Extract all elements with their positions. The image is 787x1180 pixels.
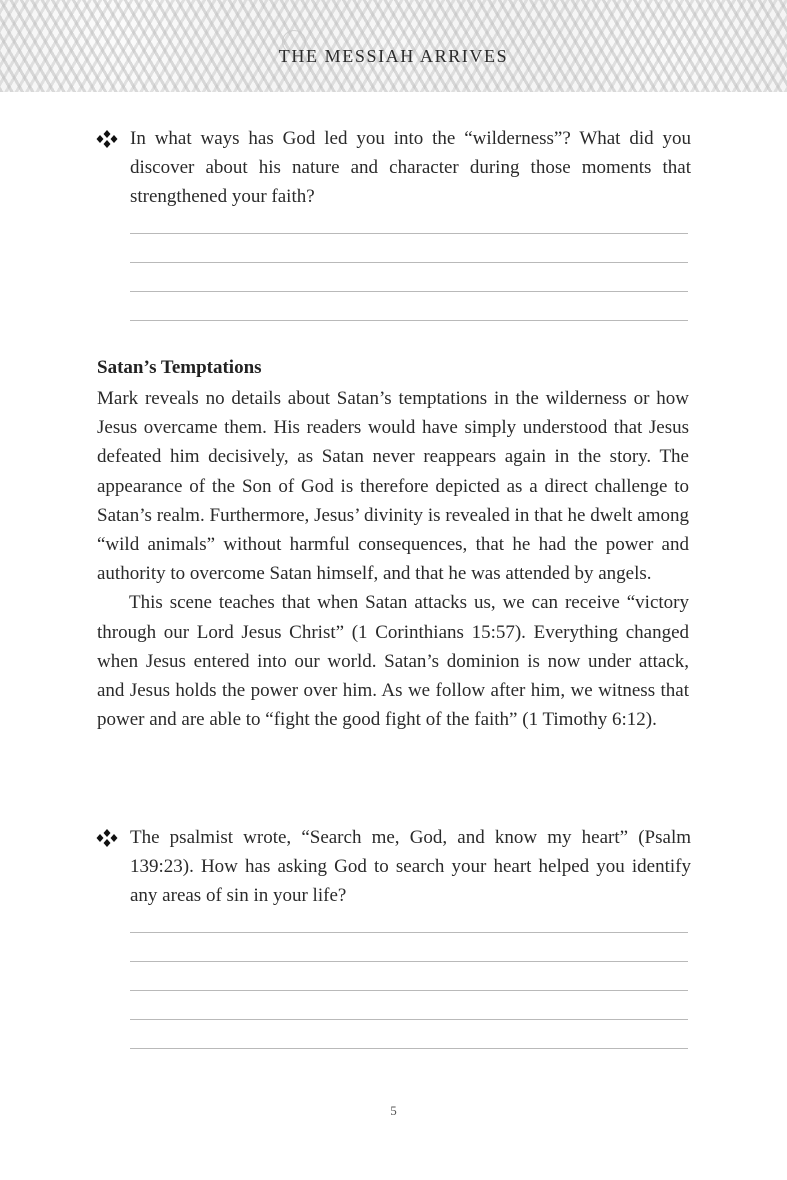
answer-line[interactable] (130, 262, 688, 263)
prompt-text: In what ways has God led you into the “wilderness”? What did you discover about his nature and character during those moments that strengthened your faith? (130, 128, 691, 207)
prompt-text: The psalmist wrote, “Search me, God, and know my heart” (Psalm 139:23). How has asking God to search your heart helped you identify any areas of sin in your life? (130, 827, 691, 906)
section-body (97, 384, 689, 734)
answer-line[interactable] (130, 233, 688, 234)
four-diamond-bullet-icon (96, 130, 118, 148)
reflection-prompt-1 (96, 124, 691, 211)
body-paragraph: This scene teaches that when Satan attacks us, we can receive “victory through our Lord Jesus Christ” (1 Corinthians 15:57). Everything changed when Jesus entered into our world. Satan’s dominion is now under attack, and Jesus holds the power over him. As we follow after him, we witness that power and are able to “fight the good fight of the faith” (1 Timothy 6:12). (97, 592, 689, 731)
answer-line[interactable] (130, 932, 688, 933)
body-paragraph: Mark reveals no details about Satan’s temptations in the wilderness or how Jesus overcame them. His readers would have simply understood that Jesus defeated him decisively, as Satan never reappears again in the story. The appearance of the Son of God is therefore depicted as a direct challenge to Satan’s realm. Furthermore, Jesus’ divinity is revealed in that he dwelt among “wild animals” without harmful consequences, that he had the power and authority to overcome Satan himself, and that he was attended by angels. (97, 388, 689, 585)
answer-line[interactable] (130, 1048, 688, 1049)
answer-line[interactable] (130, 1019, 688, 1020)
four-diamond-bullet-icon (96, 829, 118, 847)
answer-line[interactable] (130, 291, 688, 292)
answer-line[interactable] (130, 961, 688, 962)
running-title: THE MESSIAH ARRIVES (278, 46, 509, 66)
section-heading: Satan’s Temptations (97, 357, 262, 378)
answer-line[interactable] (130, 320, 688, 321)
header-banner (0, 0, 787, 92)
page-number: 5 (390, 1103, 397, 1118)
answer-line[interactable] (130, 990, 688, 991)
reflection-prompt-2 (96, 823, 691, 910)
